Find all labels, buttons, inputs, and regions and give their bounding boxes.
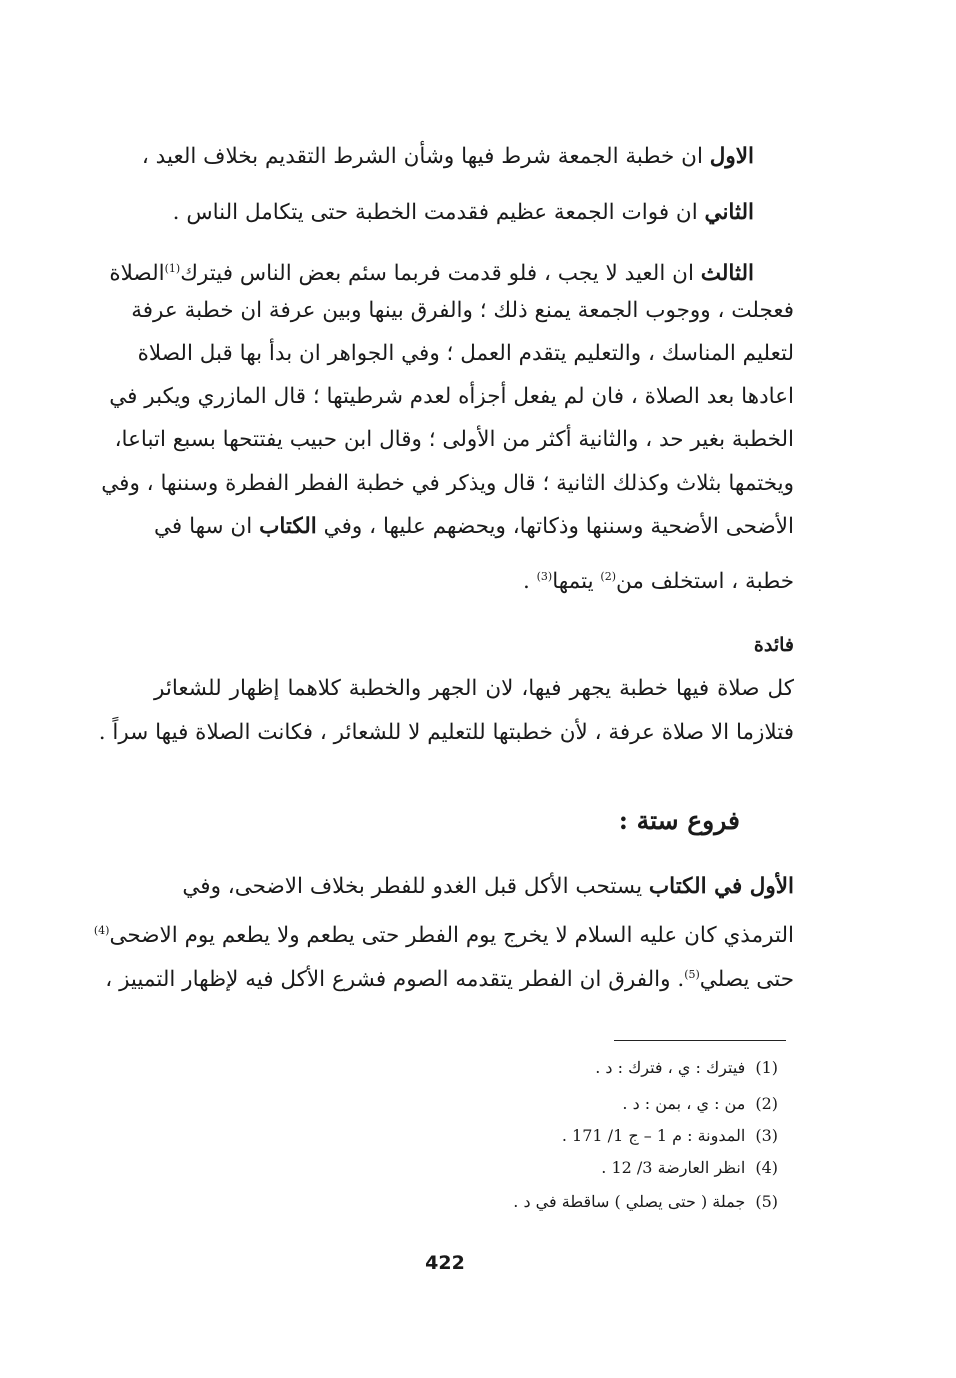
footnote: (4)انظر العارضة 3/ 12 . [601,1158,778,1177]
footnote-ref: (4) [93,924,110,937]
text-line: فعجلت ، ووجوب الجمعة يمنع ذلك ؛ والفرق بينها وبين عرفة ان خطبة عرفة [131,298,794,323]
text-line: الأضحى الأضحية وسننها وذكاتها، ويحضهم عليها ، وفي الكتاب ان سها في [154,514,794,539]
text-line: ويختمها بثلاث وكذلك الثانية ؛ قال ويذكر في خطبة الفطر الفطرة وسننها ، وفي [101,471,794,496]
text-line: حتى يصلي$^{(5)}$. والفرق ان الفطر يتقدمه الصوم فشرع الأكل فيه لإظهار التمييز ، [105,967,794,993]
footnote: (3)المدونة : م 1 – ج 1/ 171 . [561,1126,778,1145]
text-line: الثاني ان فوات الجمعة عظيم فقدمت الخطبة حتى يتكامل الناس . [172,200,754,225]
bold-term: الكتاب [259,514,317,539]
footnote: (2)من : ي ، بمن : د . [622,1094,778,1113]
text-line: خطبة ، استخلف من$^{(2)}$ يتمها$^{(3)}$ . [522,569,794,595]
footnote-ref: (1) [164,262,181,275]
bold-term: الثاني [704,200,754,225]
bold-term: الأول في الكتاب [648,874,794,899]
text-line: الثالث ان العيد لا يجب ، فلو قدمت فربما سئم بعض الناس فيترك$^{(1)}$الصلاة [109,261,754,287]
footnote-ref: (3) [536,570,553,583]
footnote-ref: (5) [684,968,700,981]
text-line: الترمذي كان عليه السلام لا يخرج يوم الفطر حتى يطعم ولا يطعم يوم الاضحى$^{(4)}$ [93,923,794,949]
section-heading-furu: فروع ستة : [618,806,740,835]
text-line: الاول ان خطبة الجمعة شرط فيها وشأن الشرط التقديم بخلاف العيد ، [141,144,754,169]
footnote-ref: (2) [600,570,616,583]
text-line: لتعليم المناسك ، والتعليم يتقدم العمل ؛ وفي الجواهر ان بدأ بها قبل الصلاة [137,341,794,366]
text-line: اعادها بعد الصلاة ، فان لم يفعل أجزأه لعدم شرطيتها ؛ قال المازري ويكبر في [109,384,794,409]
footnote: (1)فيترك : ي ، فترك : د . [595,1058,778,1077]
text-line: الأول في الكتاب يستحب الأكل قبل الغدو للفطر بخلاف الاضحى، وفي [182,874,794,899]
bold-term: الثالث [700,261,754,287]
text-line: كل صلاة فيها خطبة يجهر فيها، لان الجهر والخطبة كلاهما إظهار للشعائر [154,676,794,701]
footnote-separator [614,1040,786,1041]
section-heading-faida: فائدة [753,634,794,656]
bold-term: الاول [709,144,754,169]
footnote: (5)جملة ( حتى يصلي ) ساقطة في د . [513,1192,778,1211]
text-line: الخطبة بغير حد ، والثانية أكثر من الأولى ؛ وقال ابن حبيب يفتتحها بسبع اتباعا، [114,427,794,452]
text-line: فتلازما الا صلاة عرفة ، لأن خطبتها للتعليم لا للشعائر ، فكانت الصلاة فيها سراً . [98,720,794,745]
page-number: 422 [425,1252,465,1274]
